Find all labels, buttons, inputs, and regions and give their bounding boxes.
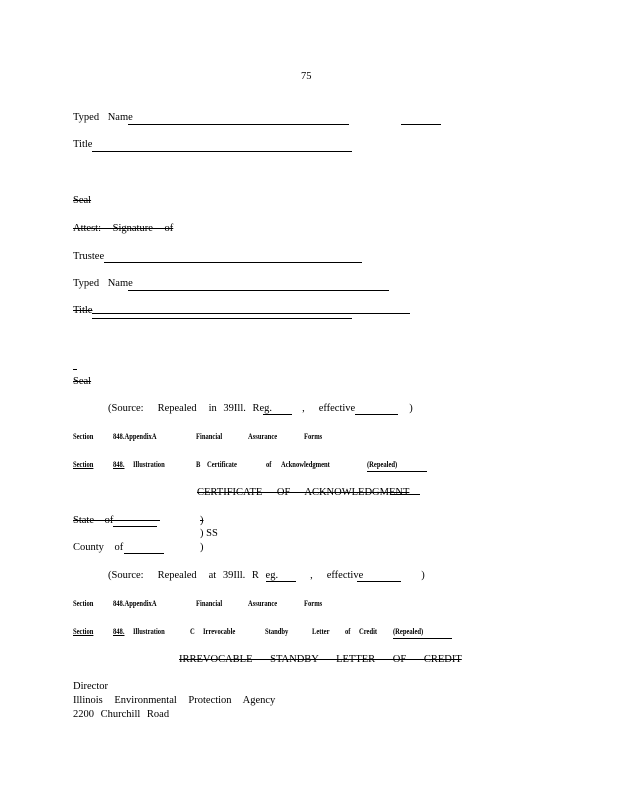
section-c-illustration: Illustration xyxy=(133,627,165,636)
section-b-status: (Repealed) xyxy=(367,460,398,469)
trustee-label: Trustee xyxy=(73,251,105,262)
section-b-illustration: Illustration xyxy=(133,460,165,469)
seal-dash xyxy=(73,369,77,370)
section-a2-word-2: Assurance xyxy=(248,599,278,608)
section-b-underline xyxy=(367,471,427,472)
source-prefix: (Source: xyxy=(108,403,144,414)
source-reg: in 39Ill. Reg. xyxy=(208,403,273,414)
seal-label: Seal xyxy=(73,195,92,206)
seal-label-2: Seal xyxy=(73,376,92,387)
section-b-word-3: Acknowledgment xyxy=(281,460,330,469)
county-label: County of xyxy=(73,542,124,553)
paren-close: ) xyxy=(200,542,204,553)
source2-reg-blank xyxy=(266,581,296,582)
section-b-word-2: of xyxy=(266,460,272,469)
source2-prefix: (Source: xyxy=(108,570,144,581)
section-a2-label: Section xyxy=(73,599,94,608)
source2-reg: at 39Ill. R eg. xyxy=(208,570,279,581)
section-b-letter: B xyxy=(196,460,201,469)
attest-signature-label: Attest: Signature of xyxy=(73,223,174,234)
section-b-label: Section xyxy=(73,460,94,469)
section-a2-word-3: Forms xyxy=(304,599,323,608)
source-note-2: (Source: Repealed at 39Ill. R eg. , effective ) xyxy=(108,570,425,581)
typed-name-label: Typed Name xyxy=(73,112,133,123)
source-close: ) xyxy=(409,403,413,414)
section-c-word-5: Credit xyxy=(359,627,378,636)
address-line-2: Illinois Environmental Protection Agency xyxy=(73,695,276,706)
section-a-word-3: Forms xyxy=(304,432,323,441)
source2-effective-blank xyxy=(357,581,401,582)
certificate-heading: CERTIFICATE OF ACKNOWLEDGMENT xyxy=(197,487,410,498)
typed-name-line xyxy=(128,124,349,125)
page-number: 75 xyxy=(301,71,312,82)
section-c-word-4: of xyxy=(345,627,351,636)
section-a2-word-1: Financial xyxy=(196,599,223,608)
section-b-number: 848. xyxy=(113,460,125,469)
section-a-label: Section xyxy=(73,432,94,441)
title-label: Title xyxy=(73,139,93,150)
paren-open: ) xyxy=(200,515,204,526)
section-c-underline xyxy=(393,638,452,639)
attest-title-label: Title xyxy=(73,305,93,316)
title-line xyxy=(92,151,352,152)
section-b-word-1: Certificate xyxy=(207,460,237,469)
source-repealed: Repealed xyxy=(157,403,197,414)
source2-effective: effective xyxy=(326,570,364,581)
source-note-1: (Source: Repealed in 39Ill. Reg. , effective ) xyxy=(108,403,413,414)
section-c-word-1: Irrevocable xyxy=(203,627,236,636)
source2-repealed: Repealed xyxy=(157,570,197,581)
attest-title-line-1 xyxy=(92,313,410,314)
source-reg-blank xyxy=(263,414,292,415)
address-line-3: 2200 Churchill Road xyxy=(73,709,170,720)
section-c-number: 848. xyxy=(113,627,125,636)
section-a-number: 848.AppendixA xyxy=(113,432,157,441)
attest-typed-name-label: Typed Name xyxy=(73,278,133,289)
source-effective: effective xyxy=(318,403,356,414)
source-effective-blank xyxy=(355,414,398,415)
section-c-word-3: Letter xyxy=(312,627,330,636)
ss-label: ) SS xyxy=(200,528,218,539)
section-c-letter: C xyxy=(190,627,195,636)
section-a-word-2: Assurance xyxy=(248,432,278,441)
state-line-under xyxy=(113,526,157,527)
state-label: State of xyxy=(73,515,114,526)
address-line-1: Director xyxy=(73,681,108,692)
section-c-word-2: Standby xyxy=(265,627,289,636)
county-line xyxy=(124,553,164,554)
section-a-word-1: Financial xyxy=(196,432,223,441)
attest-typed-name-line xyxy=(128,290,389,291)
section-c-label: Section xyxy=(73,627,94,636)
section-c-status: (Repealed) xyxy=(393,627,424,636)
trustee-line xyxy=(104,262,362,263)
certificate-heading-rule xyxy=(390,494,420,495)
irrevocable-heading: IRREVOCABLE STANDBY LETTER OF CREDIT xyxy=(179,654,462,665)
section-a2-number: 848.AppendixA xyxy=(113,599,157,608)
attest-title-line-2 xyxy=(92,318,352,319)
short-blank-line xyxy=(401,124,441,125)
state-line xyxy=(113,520,160,521)
source2-close: ) xyxy=(421,570,425,581)
